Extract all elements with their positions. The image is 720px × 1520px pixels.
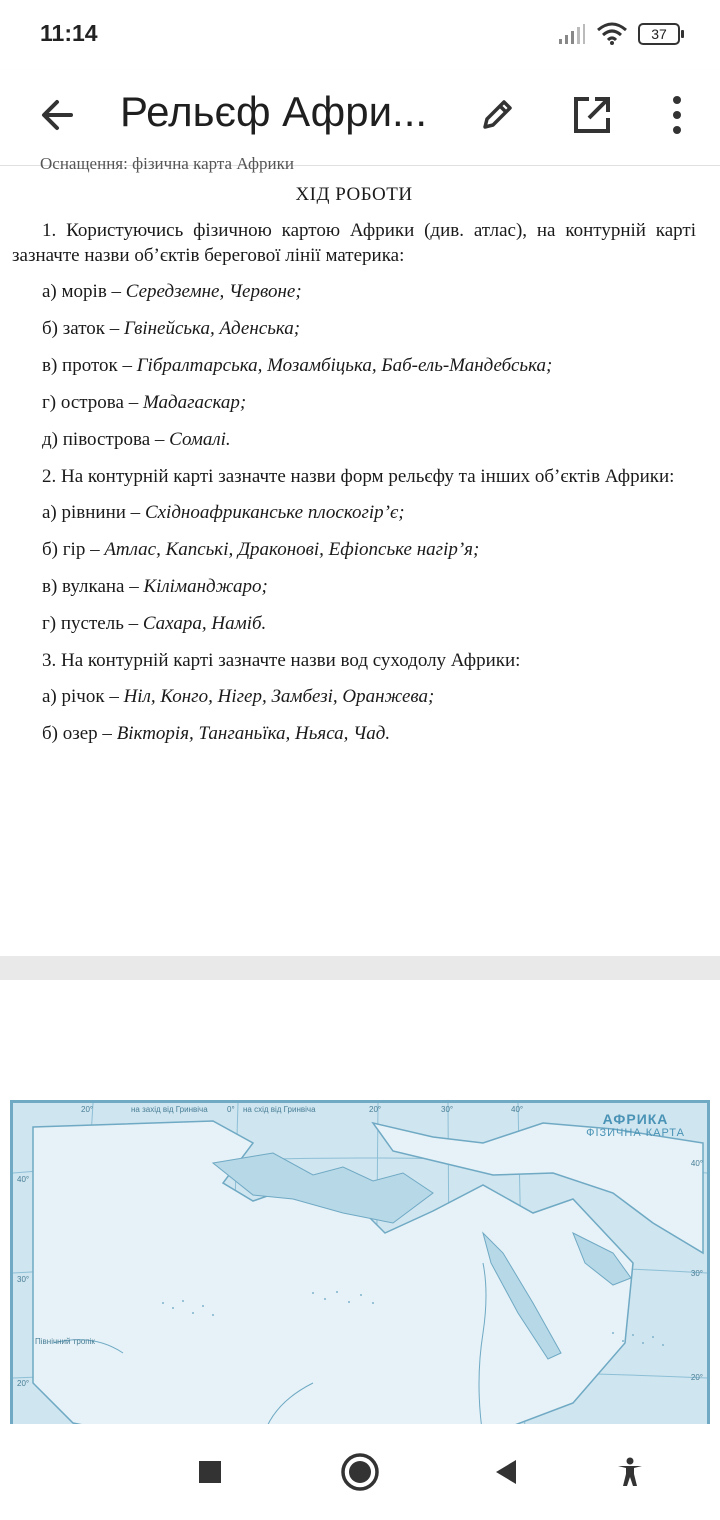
accessibility-icon bbox=[614, 1456, 646, 1488]
list-item: б) озер – Вікторія, Танганьїка, Ньяса, Чад. bbox=[42, 723, 391, 744]
open-external-button[interactable] bbox=[565, 88, 619, 142]
map-title: АФРИКА bbox=[602, 1111, 669, 1127]
status-bar bbox=[0, 0, 720, 70]
status-icons bbox=[558, 22, 684, 46]
list-item: б) гір – Атлас, Капські, Драконові, Ефіопське нагір’я; bbox=[42, 539, 480, 560]
longitude-label: 40° bbox=[511, 1105, 524, 1114]
battery-indicator bbox=[638, 23, 684, 45]
document-viewer[interactable] bbox=[0, 154, 720, 1424]
open-in-new-icon bbox=[572, 95, 612, 135]
more-vertical-icon bbox=[671, 95, 683, 135]
document-page-2 bbox=[0, 980, 720, 1440]
list-item: д) півострова – Сомалі. bbox=[42, 429, 231, 450]
partially-visible-line: Оснащення: фізична карта Африки bbox=[40, 154, 294, 173]
back-button[interactable] bbox=[32, 90, 82, 140]
section-heading: ХІД РОБОТИ bbox=[295, 184, 413, 205]
longitude-label: 20° bbox=[369, 1105, 382, 1114]
wifi-icon bbox=[596, 22, 628, 46]
more-options-button[interactable] bbox=[652, 88, 702, 142]
map-title-box bbox=[586, 1111, 685, 1139]
list-item: а) рівнини – Східноафриканське плоскогір’є; bbox=[42, 502, 405, 523]
list-item: г) пустель – Сахара, Наміб. bbox=[42, 613, 267, 634]
latitude-label: 20° bbox=[17, 1379, 30, 1388]
latitude-label: 40° bbox=[690, 1159, 703, 1168]
system-navigation-bar bbox=[0, 1424, 720, 1520]
triangle-back-icon bbox=[492, 1458, 520, 1486]
longitude-label: 20° bbox=[81, 1105, 94, 1114]
latitude-label: 30° bbox=[17, 1275, 30, 1284]
pencil-icon bbox=[477, 95, 517, 135]
back-nav-button[interactable] bbox=[482, 1448, 530, 1496]
list-item: в) проток – Гібралтарська, Мозамбіцька, Баб-ель-Мандебська; bbox=[42, 355, 553, 376]
west-label: на захід від Гринвіча bbox=[131, 1105, 208, 1114]
accessibility-button[interactable] bbox=[606, 1448, 654, 1496]
africa-contour-map bbox=[10, 1100, 710, 1440]
list-item: а) морів – Середземне, Червоне; bbox=[42, 281, 302, 302]
latitude-label: 20° bbox=[690, 1373, 703, 1382]
tropic-label: Північний тропік bbox=[35, 1337, 95, 1346]
longitude-label: 0° bbox=[227, 1105, 235, 1114]
east-label: на схід від Гринвіча bbox=[243, 1105, 316, 1114]
recent-apps-button[interactable] bbox=[186, 1448, 234, 1496]
list-item: г) острова – Мадагаскар; bbox=[42, 392, 247, 413]
battery-level: 37 bbox=[638, 23, 680, 45]
home-circle-icon bbox=[340, 1452, 380, 1492]
longitude-label: 30° bbox=[441, 1105, 454, 1114]
task-1: 1. Користуючись фізичною картою Африки (див. атлас), на контурній карті зазначте назви об’єктів берегової лінії материка: bbox=[12, 220, 696, 266]
status-time: 11:14 bbox=[40, 20, 98, 46]
task-2: 2. На контурній карті зазначте назви форм рельєфу та інших об’єктів Африки: bbox=[42, 466, 675, 487]
latitude-label: 40° bbox=[17, 1175, 30, 1184]
edit-button[interactable] bbox=[470, 88, 524, 142]
document-title: Рельєф Афри... bbox=[120, 88, 428, 135]
home-button[interactable] bbox=[336, 1448, 384, 1496]
list-item: в) вулкана – Кіліманджаро; bbox=[42, 576, 268, 597]
map-drawing bbox=[13, 1103, 707, 1437]
signal-icon bbox=[558, 23, 586, 45]
app-bar bbox=[0, 70, 720, 166]
square-icon bbox=[197, 1459, 223, 1485]
list-item: б) заток – Гвінейська, Аденська; bbox=[42, 318, 301, 339]
list-item: а) річок – Ніл, Конго, Нігер, Замбезі, Оранжева; bbox=[42, 686, 435, 707]
document-body bbox=[12, 182, 696, 758]
arrow-left-icon bbox=[37, 95, 77, 135]
latitude-label: 30° bbox=[690, 1269, 703, 1278]
map-subtitle: ФІЗИЧНА КАРТА bbox=[586, 1127, 685, 1139]
document-page-1 bbox=[0, 154, 720, 956]
task-3: 3. На контурній карті зазначте назви вод суходолу Африки: bbox=[42, 650, 521, 671]
